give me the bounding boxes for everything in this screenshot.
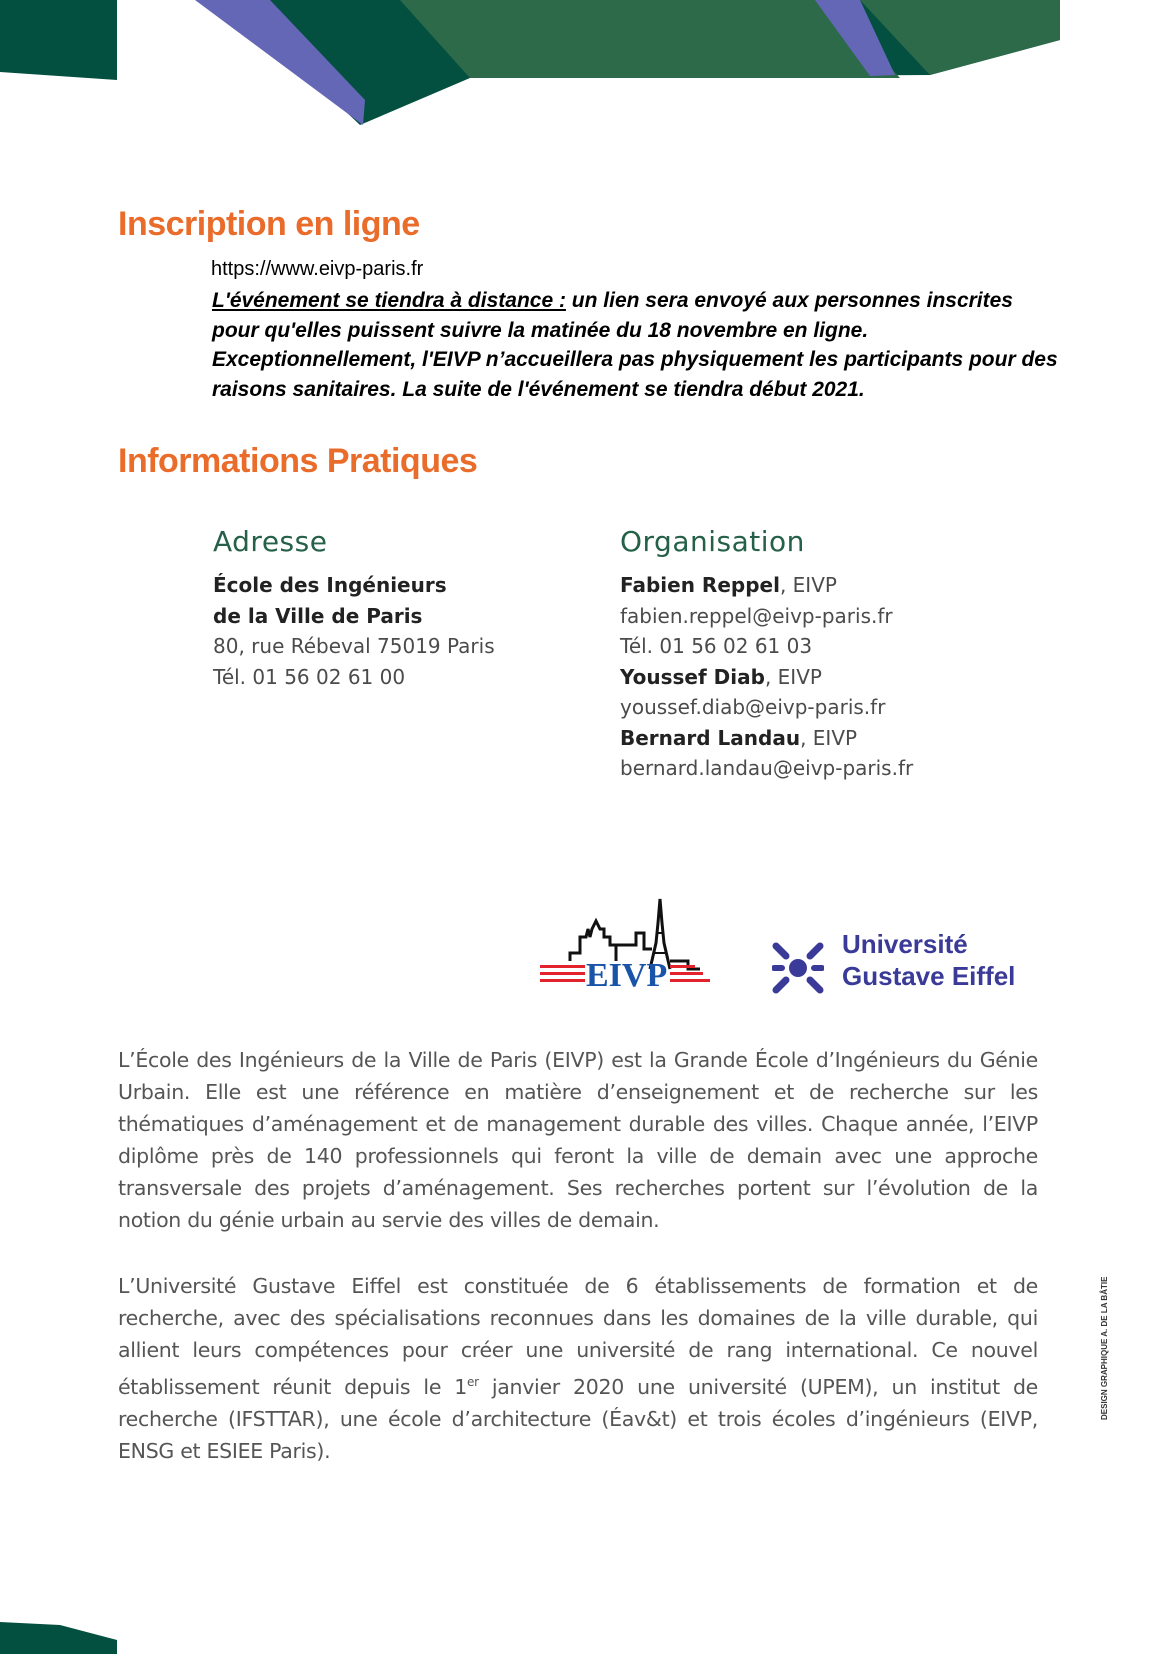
- organisation-title: Organisation: [620, 525, 805, 558]
- contact-email[interactable]: bernard.landau@eivp-paris.fr: [620, 756, 914, 780]
- superscript-er: er: [467, 1375, 479, 1389]
- contact-affiliation: , EIVP: [779, 573, 837, 597]
- paris-skyline-icon-2: [616, 933, 652, 949]
- organisation-column: [620, 525, 913, 784]
- infos-heading: Informations Pratiques: [118, 442, 478, 480]
- school-name-line2: de la Ville de Paris: [213, 603, 423, 628]
- school-name-line1: École des Ingénieurs: [213, 573, 447, 597]
- notice-underlined: L'événement se tiendra à distance :: [212, 289, 566, 312]
- inscription-heading: Inscription en ligne: [118, 205, 420, 243]
- paris-skyline-icon: [570, 921, 616, 961]
- ug-logo-text: [842, 928, 1015, 992]
- contact-phone: Tél. 01 56 02 61 03: [620, 634, 813, 658]
- eivp-logo-text: EIVP: [586, 957, 668, 993]
- top-left-green-shape: [0, 0, 117, 80]
- contact-name: Youssef Diab: [620, 664, 765, 689]
- ug-description: [118, 1270, 1038, 1467]
- contact-affiliation: , EIVP: [800, 725, 858, 750]
- ug-logo-line1: Université: [842, 929, 968, 959]
- design-credit: DESIGN GRAPHIQUE A. DE LA BÂTIE: [1100, 1276, 1109, 1420]
- ug-logo-line2: Gustave Eiffel: [842, 961, 1016, 991]
- ug-description-part1: L’Université Gustave Eiffel est constituée de 6 établissements de formation et de recherche, avec des spécialisations reconnues dans les domaines de la ville durable, qui allient leurs compétences pour créer une université de rang international. Ce nouvel établissement réunit depuis le 1: [118, 1274, 1038, 1399]
- bottom-left-green-shape: [0, 1622, 117, 1654]
- registration-url[interactable]: https://www.eivp-paris.fr: [211, 258, 424, 280]
- notice-text: un lien sera envoyé aux personnes inscrites pour qu'elles puissent suivre la matinée du 18 novembre en ligne. Exceptionnellement, l'EIVP n’accueillera pas physiquement les participants pour des raisons sanitaires. La suite de l'événement se tiendra début 2021.: [212, 289, 1058, 401]
- ug-description-part2: janvier 2020 une université (UPEM), un institut de recherche (IFSTTAR), une école d’architecture (Éav&t) et trois écoles d’ingénieurs (EIVP, ENSG et ESIEE Paris).: [118, 1374, 1038, 1463]
- contact-name: Bernard Landau: [620, 725, 801, 750]
- eivp-description: L’École des Ingénieurs de la Ville de Paris (EIVP) est la Grande École d’Ingénieurs du Génie Urbain. Elle est une référence en matière d’enseignement et de recherche sur les thématiques d’aménagement et de management durable des villes. Chaque année, l’EIVP diplôme près de 140 professionnels qui feront la ville de demain avec une approche transversale des projets d’aménagement. Ses recherches portent sur l’évolution de la notion du génie urbain au servie des villes de demain.: [118, 1048, 1038, 1232]
- contact-name: Fabien Reppel: [620, 573, 780, 597]
- contact-email[interactable]: fabien.reppel@eivp-paris.fr: [620, 603, 893, 628]
- address-title: Adresse: [213, 525, 328, 558]
- school-phone: Tél. 01 56 02 61 00: [213, 664, 406, 689]
- street-address: 80, rue Rébeval 75019 Paris: [213, 634, 495, 658]
- remote-event-notice: [212, 286, 1062, 404]
- address-column: [213, 525, 495, 692]
- contact-affiliation: , EIVP: [764, 664, 822, 689]
- ug-logo-mark-icon: [772, 938, 824, 998]
- eivp-logo: [540, 883, 740, 993]
- contact-email[interactable]: youssef.diab@eivp-paris.fr: [620, 695, 886, 719]
